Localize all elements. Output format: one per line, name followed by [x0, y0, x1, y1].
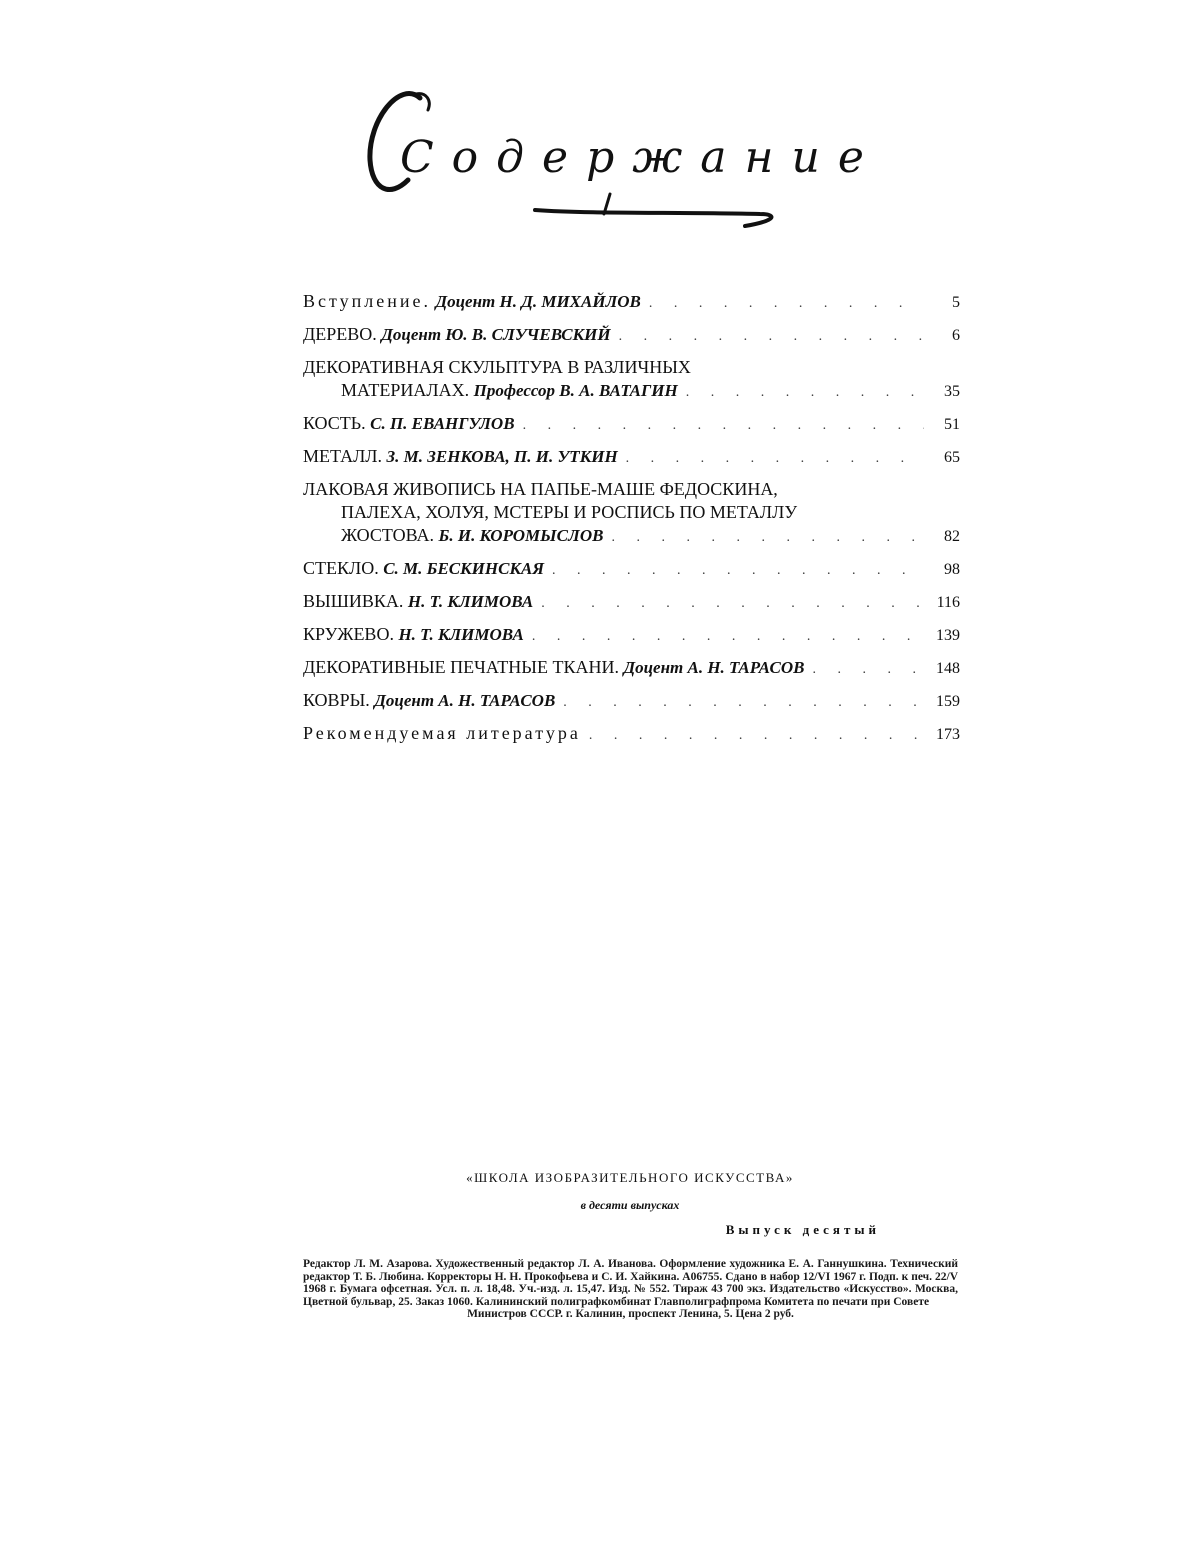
toc-line	[303, 290, 960, 315]
toc-heading	[303, 445, 618, 468]
toc-author: Н. Т. КЛИМОВА	[398, 625, 524, 644]
toc-heading	[303, 557, 544, 580]
toc-page-number: 5	[952, 294, 960, 311]
toc-leader-dots	[541, 592, 924, 615]
toc-leader-dots	[812, 658, 924, 681]
toc-line	[303, 590, 960, 615]
toc-entry	[303, 412, 960, 437]
toc-heading	[341, 501, 797, 524]
toc-entry	[303, 445, 960, 470]
toc-heading	[341, 379, 678, 402]
toc-heading-text: МЕТАЛЛ.	[303, 446, 383, 466]
toc-heading-text: ДЕРЕВО.	[303, 324, 377, 344]
toc-author: Н. Т. КЛИМОВА	[407, 592, 534, 611]
toc-page-number: 65	[944, 449, 960, 466]
title-swash-flourish	[530, 192, 790, 232]
toc-entry	[303, 478, 960, 549]
toc-line	[303, 356, 960, 379]
imprint-last-line: Министров СССР. г. Калинин, проспект Ленина, 5. Цена 2 руб.	[467, 1308, 794, 1320]
toc-author: Доцент А. Н. ТАРАСОВ	[374, 691, 556, 710]
toc-line	[303, 722, 960, 747]
toc-line	[303, 379, 960, 404]
toc-heading-text: СТЕКЛО.	[303, 558, 379, 578]
toc-heading	[303, 478, 778, 501]
issue-label: Выпуск десятый	[725, 1222, 880, 1237]
toc-page-number: 116	[936, 594, 960, 611]
toc-page-number: 82	[944, 528, 960, 545]
toc-author: Доцент Ю. В. СЛУЧЕВСКИЙ	[381, 325, 611, 344]
toc-author: Профессор В. А. ВАТАГИН	[473, 381, 678, 400]
toc-leader-dots	[532, 625, 924, 648]
toc-heading-text: МАТЕРИАЛАХ.	[341, 380, 470, 400]
toc-heading	[303, 656, 804, 679]
toc-leader-dots	[649, 292, 924, 315]
toc-heading	[303, 722, 581, 745]
toc-heading-text: ДЕКОРАТИВНАЯ СКУЛЬПТУРА В РАЗЛИЧНЫХ	[303, 357, 691, 377]
toc-author: З. М. ЗЕНКОВА, П. И. УТКИН	[386, 447, 618, 466]
toc-heading-text: ЖОСТОВА.	[341, 525, 435, 545]
toc-line	[303, 501, 960, 524]
toc-heading	[303, 689, 555, 712]
series-name: «ШКОЛА ИЗОБРАЗИТЕЛЬНОГО ИСКУССТВА»	[466, 1170, 794, 1185]
toc-page-number: 148	[936, 660, 960, 677]
toc-leader-dots	[589, 724, 924, 747]
toc-heading-text: ЛАКОВАЯ ЖИВОПИСЬ НА ПАПЬЕ-МАШЕ ФЕДОСКИНА,	[303, 479, 778, 499]
toc-leader-dots	[626, 447, 924, 470]
toc-heading-text: ДЕКОРАТИВНЫЕ ПЕЧАТНЫЕ ТКАНИ.	[303, 657, 619, 677]
toc-line	[303, 623, 960, 648]
toc-page-number: 159	[936, 693, 960, 710]
toc-heading	[303, 623, 524, 646]
toc-heading	[303, 356, 691, 379]
toc-entry	[303, 290, 960, 315]
toc-heading	[303, 590, 533, 613]
toc-page-number: 35	[944, 383, 960, 400]
toc-entry	[303, 623, 960, 648]
toc-heading-text: Рекомендуемая литература	[303, 723, 581, 743]
toc-heading-text: КРУЖЕВО.	[303, 624, 394, 644]
toc-heading	[341, 524, 603, 547]
table-of-contents	[303, 290, 960, 755]
toc-heading-text: КОВРЫ.	[303, 690, 370, 710]
toc-heading-text: ПАЛЕХА, ХОЛУЯ, МСТЕРЫ И РОСПИСЬ ПО МЕТАЛЛУ	[341, 502, 798, 522]
toc-leader-dots	[619, 325, 924, 348]
series-subtitle: в десяти выпусках	[580, 1198, 680, 1212]
toc-heading	[303, 290, 641, 313]
toc-heading-text: ВЫШИВКА.	[303, 591, 404, 611]
toc-line	[303, 412, 960, 437]
toc-leader-dots	[611, 526, 924, 549]
toc-leader-dots	[686, 381, 924, 404]
toc-heading	[303, 412, 515, 435]
toc-line	[303, 524, 960, 549]
page-title: Содержание	[400, 132, 882, 183]
toc-author: С. М. БЕСКИНСКАЯ	[383, 559, 545, 578]
toc-page-number: 51	[944, 416, 960, 433]
toc-author: Доцент Н. Д. МИХАЙЛОВ	[435, 292, 641, 311]
toc-leader-dots	[523, 414, 924, 437]
imprint	[303, 1258, 958, 1321]
toc-author: Б. И. КОРОМЫСЛОВ	[438, 526, 604, 545]
toc-heading	[303, 323, 611, 346]
toc-entry	[303, 656, 960, 681]
toc-leader-dots	[563, 691, 924, 714]
imprint-body: Редактор Л. М. Азарова. Художественный редактор Л. А. Иванова. Оформление художника Е. А. Ганнушкина. Технический редактор Т. Б. Любина. Корректоры Н. Н. Прокофьева и С. И. Хайкина. А06755. Сдано в набор 12/VI 1967 г. Подп. к печ. 22/V 1968 г. Бумага офсетная. Усл. п. л. 18,48. Уч.-изд. л. 15,47. Изд. № 552. Тираж 43 700 экз. Издательство «Искусство». Москва, Цветной бульвар, 25. Заказ 1060. Калининский полиграфкомбинат Главполиграфпрома Комитета по печати при Совете	[303, 1258, 958, 1308]
toc-entry	[303, 356, 960, 404]
toc-page-number: 6	[952, 327, 960, 344]
toc-leader-dots	[552, 559, 924, 582]
toc-heading-text: КОСТЬ.	[303, 413, 366, 433]
toc-entry	[303, 590, 960, 615]
toc-entry	[303, 323, 960, 348]
title-block	[360, 80, 960, 240]
toc-entry	[303, 557, 960, 582]
toc-entry	[303, 722, 960, 747]
toc-author: Доцент А. Н. ТАРАСОВ	[623, 658, 805, 677]
toc-heading-text: Вступление.	[303, 291, 431, 311]
toc-line	[303, 689, 960, 714]
toc-page-number: 173	[936, 726, 960, 743]
toc-line	[303, 656, 960, 681]
toc-line	[303, 478, 960, 501]
toc-line	[303, 557, 960, 582]
toc-page-number: 139	[936, 627, 960, 644]
toc-author: С. П. ЕВАНГУЛОВ	[370, 414, 515, 433]
toc-entry	[303, 689, 960, 714]
toc-page-number: 98	[944, 561, 960, 578]
toc-line	[303, 445, 960, 470]
toc-line	[303, 323, 960, 348]
